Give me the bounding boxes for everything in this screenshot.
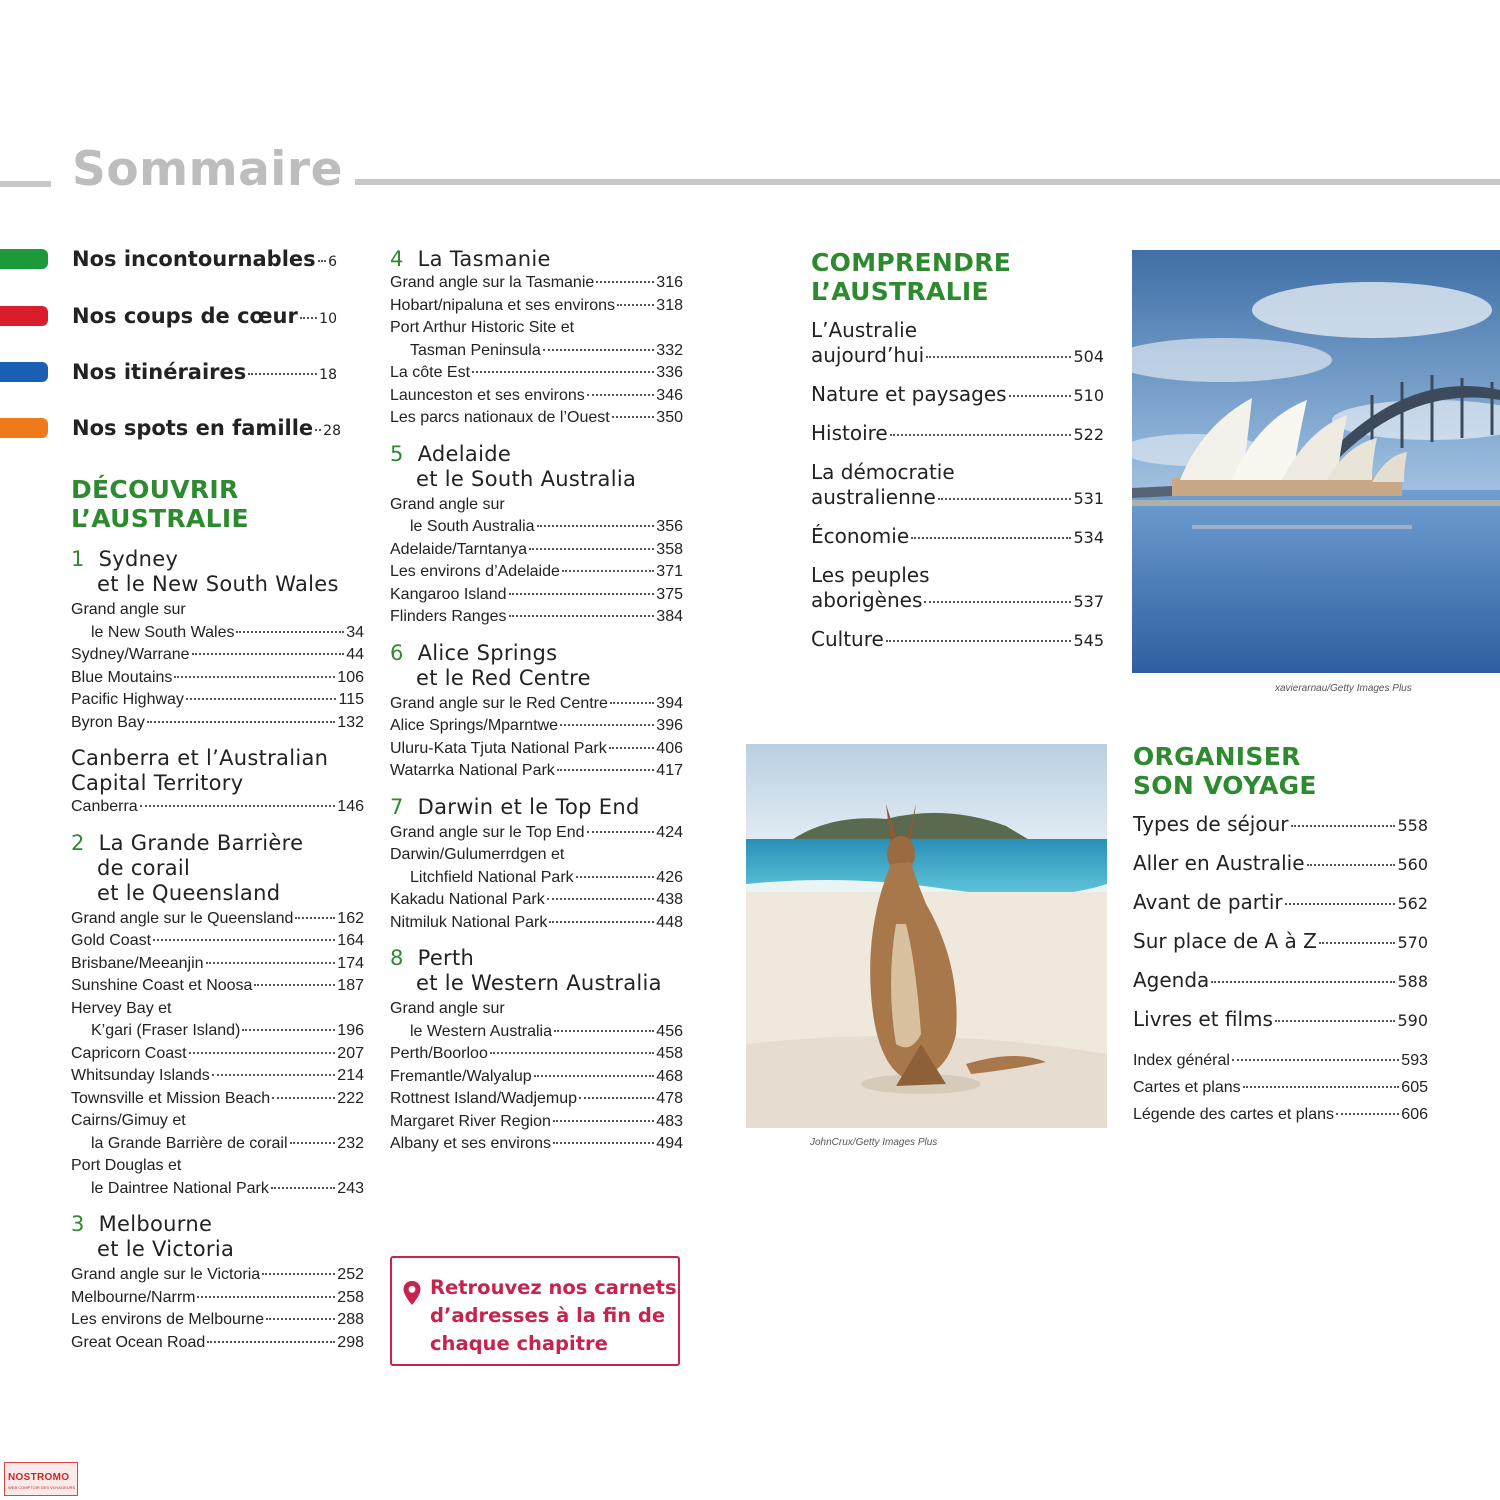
toc-entry[interactable]: Grand angle sur le South Australia 356 <box>390 495 683 535</box>
toc-entry[interactable]: Les environs d’Adelaide 371 <box>390 563 683 580</box>
toc-entry[interactable]: Cairns/Gimuy et la Grande Barrière de corail 232 <box>71 1112 364 1152</box>
red-tab-marker <box>0 306 48 326</box>
toc-entry[interactable]: Perth/Boorloo 458 <box>390 1045 683 1062</box>
toc-entry[interactable]: Sydney/Warrane 44 <box>71 646 364 663</box>
section-heading-organiser: ORGANISER SON VOYAGE <box>1133 742 1317 800</box>
chapter-1-title[interactable]: 1 Sydney et le New South Wales <box>71 547 339 596</box>
toc-entry[interactable]: Melbourne/Narrm 258 <box>71 1288 364 1306</box>
highlight-incontournables[interactable]: Nos incontournables 6 <box>0 249 48 269</box>
toc-entry[interactable]: Watarrka National Park 417 <box>390 762 683 779</box>
toc-entry[interactable]: Hobart/nipaluna et ses environs 318 <box>390 296 683 314</box>
toc-entry[interactable]: Capricorn Coast 207 <box>71 1044 364 1062</box>
map-pin-icon <box>402 1280 422 1306</box>
header-rule-left <box>0 181 51 187</box>
toc-entry[interactable]: Albany et ses environs 494 <box>390 1135 683 1152</box>
chapter-4-title[interactable]: 4 La Tasmanie <box>390 247 551 271</box>
toc-entry[interactable]: Pacific Highway 115 <box>71 691 364 708</box>
toc-column-comprendre <box>811 248 1104 653</box>
toc-entry[interactable]: Sunshine Coast et Noosa 187 <box>71 977 364 994</box>
toc-column-1 <box>71 475 364 1354</box>
sydney-opera-photo <box>1132 250 1500 673</box>
toc-entry[interactable]: Index général 593 <box>1133 1052 1428 1069</box>
toc-entry[interactable]: Types de séjour 558 <box>1133 812 1428 836</box>
toc-entry[interactable]: Gold Coast 164 <box>71 932 364 949</box>
toc-entry[interactable]: Avant de partir 562 <box>1133 890 1428 914</box>
toc-entry[interactable]: Grand angle sur le Queensland 162 <box>71 909 364 927</box>
toc-entry[interactable]: Darwin/Gulumerrdgen et Litchfield National Park 426 <box>390 846 683 886</box>
toc-entry[interactable]: Les peuples aborigènes 537 <box>811 563 1104 612</box>
chapter-6-title[interactable]: 6 Alice Springs et le Red Centre <box>390 640 591 690</box>
toc-entry[interactable]: Great Ocean Road 298 <box>71 1333 364 1351</box>
toc-entry[interactable]: Les environs de Melbourne 288 <box>71 1311 364 1328</box>
toc-entry[interactable]: Margaret River Region 483 <box>390 1112 683 1130</box>
toc-entry[interactable]: Histoire 522 <box>811 421 1104 445</box>
toc-entry[interactable]: La côte Est 336 <box>390 364 683 381</box>
toc-column-organiser <box>1133 742 1428 1128</box>
toc-entry[interactable]: Flinders Ranges 384 <box>390 608 683 625</box>
toc-entry[interactable]: Grand angle sur le Top End 424 <box>390 823 683 841</box>
toc-entry[interactable]: Grand angle sur le New South Wales 34 <box>71 601 364 641</box>
toc-entry[interactable]: Nitmiluk National Park 448 <box>390 913 683 931</box>
toc-entry[interactable]: Grand angle sur la Tasmanie 316 <box>390 274 683 291</box>
orange-tab-marker <box>0 418 48 438</box>
toc-entry[interactable]: Fremantle/Walyalup 468 <box>390 1067 683 1085</box>
green-tab-marker <box>0 249 48 269</box>
chapter-8-title[interactable]: 8 Perth et le Western Australia <box>390 946 662 995</box>
address-book-callout: Retrouvez nos carnets d’adresses à la fin de chaque chapitre <box>390 1256 680 1366</box>
toc-entry[interactable]: Kangaroo Island 375 <box>390 585 683 603</box>
toc-entry[interactable]: Grand angle sur le Western Australia 456 <box>390 1000 683 1040</box>
chapter-5-title[interactable]: 5 Adelaide et le South Australia <box>390 441 637 491</box>
toc-entry[interactable]: L’Australie aujourd’hui 504 <box>811 318 1104 367</box>
toc-entry[interactable]: Townsville et Mission Beach 222 <box>71 1089 364 1107</box>
nostromo-logo: NOSTROMO WEB COMPTOIR DES VOYAGEURS <box>4 1462 78 1496</box>
toc-entry[interactable]: Livres et films 590 <box>1133 1007 1428 1031</box>
toc-entry[interactable]: Cartes et plans 605 <box>1133 1079 1428 1096</box>
toc-entry[interactable]: Port Arthur Historic Site et Tasman Peninsula 332 <box>390 319 683 359</box>
toc-entry[interactable]: Nature et paysages 510 <box>811 382 1104 406</box>
section-heading-decouvrir: DÉCOUVRIR L’AUSTRALIE <box>71 475 249 533</box>
highlight-itineraires[interactable]: Nos itinéraires 18 <box>0 362 48 382</box>
section-heading-comprendre: COMPRENDRE L’AUSTRALIE <box>811 248 1012 306</box>
toc-entry[interactable]: Aller en Australie 560 <box>1133 851 1428 875</box>
toc-entry[interactable]: Rottnest Island/Wadjemup 478 <box>390 1090 683 1107</box>
toc-entry[interactable]: Les parcs nationaux de l’Ouest 350 <box>390 409 683 426</box>
blue-tab-marker <box>0 362 48 382</box>
toc-entry[interactable]: Canberra 146 <box>71 798 364 815</box>
toc-entry[interactable]: Économie 534 <box>811 524 1104 548</box>
chapter-canberra-title[interactable]: Canberra et l’Australian Capital Territory <box>71 746 329 795</box>
toc-entry[interactable]: Agenda 588 <box>1133 968 1428 992</box>
toc-entry[interactable]: Sur place de A à Z 570 <box>1133 929 1428 953</box>
toc-entry[interactable]: Alice Springs/Mparntwe 396 <box>390 717 683 734</box>
opera-photo-credit: xavierarnau/Getty Images Plus <box>1275 683 1412 694</box>
chapter-3-title[interactable]: 3 Melbourne et le Victoria <box>71 1212 235 1261</box>
toc-entry[interactable]: Brisbane/Meeanjin 174 <box>71 954 364 972</box>
kangaroo-photo-credit: JohnCrux/Getty Images Plus <box>810 1137 938 1148</box>
kangaroo-beach-photo <box>746 744 1107 1128</box>
toc-entry[interactable]: Grand angle sur le Red Centre 394 <box>390 694 683 712</box>
toc-entry[interactable]: Adelaide/Tarntanya 358 <box>390 540 683 558</box>
page-title: Sommaire <box>72 142 343 197</box>
toc-entry[interactable]: Grand angle sur le Victoria 252 <box>71 1266 364 1283</box>
toc-entry[interactable]: Launceston et ses environs 346 <box>390 386 683 404</box>
toc-entry[interactable]: La démocratie australienne 531 <box>811 460 1104 509</box>
toc-entry[interactable]: Kakadu National Park 438 <box>390 891 683 908</box>
toc-entry[interactable]: Uluru-Kata Tjuta National Park 406 <box>390 739 683 757</box>
toc-column-2 <box>390 247 683 1156</box>
chapter-2-title[interactable]: 2 La Grande Barrière de corail et le Queensland <box>71 830 304 905</box>
toc-entry[interactable]: Blue Moutains 106 <box>71 668 364 686</box>
toc-entry[interactable]: Whitsunday Islands 214 <box>71 1067 364 1084</box>
toc-entry[interactable]: Hervey Bay et K’gari (Fraser Island) 196 <box>71 999 364 1039</box>
toc-entry[interactable]: Légende des cartes et plans 606 <box>1133 1106 1428 1123</box>
header-rule-right <box>355 179 1500 185</box>
toc-entry[interactable]: Byron Bay 132 <box>71 713 364 731</box>
highlight-coups-de-coeur[interactable]: Nos coups de cœur 10 <box>0 306 48 326</box>
chapter-7-title[interactable]: 7 Darwin et le Top End <box>390 794 640 819</box>
toc-entry[interactable]: Culture 545 <box>811 627 1104 651</box>
toc-entry[interactable]: Port Douglas et le Daintree National Park 243 <box>71 1157 364 1197</box>
highlight-spots-famille[interactable]: Nos spots en famille 28 <box>0 418 48 438</box>
